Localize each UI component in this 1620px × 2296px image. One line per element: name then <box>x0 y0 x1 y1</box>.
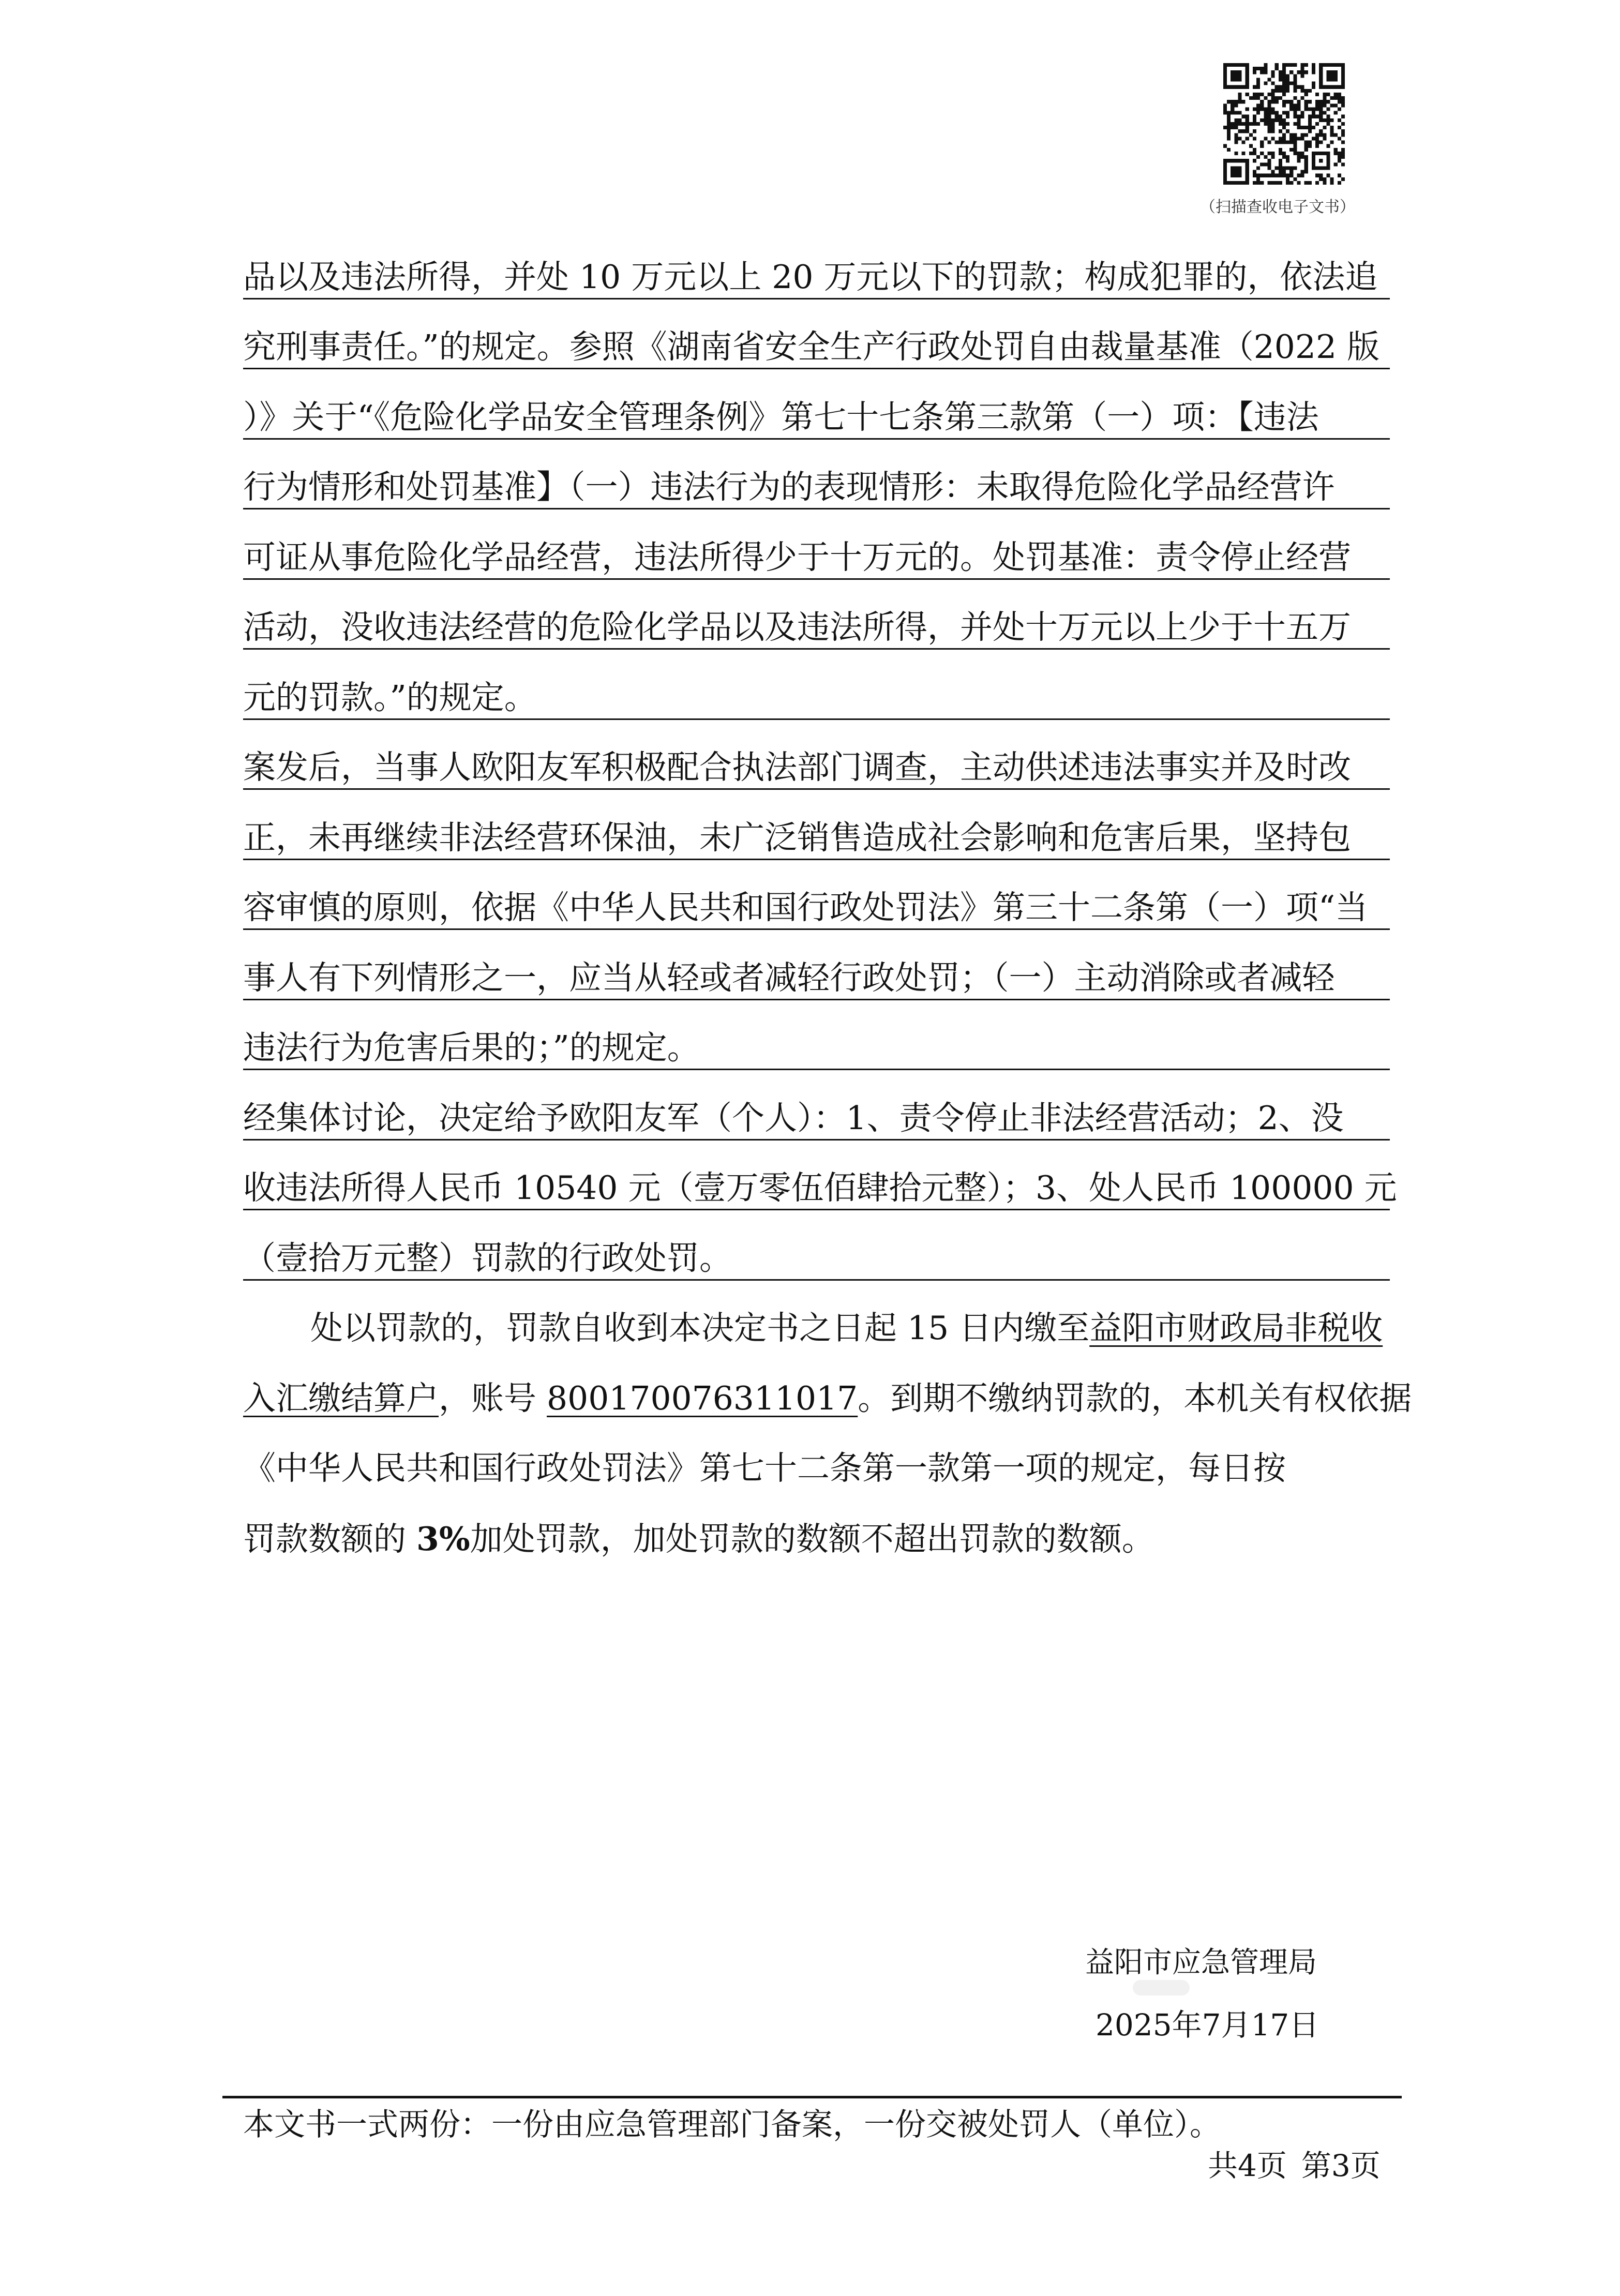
line-rule <box>243 1279 1390 1281</box>
payment-text: 罚款数额的 <box>243 1520 417 1558</box>
account-number: 800170076311017 <box>547 1379 858 1417</box>
body-line: 事人有下列情形之一，应当从轻或者减轻行政处罚；（一）主动消除或者减轻 <box>243 957 1390 1000</box>
qr-code <box>1223 63 1347 185</box>
issue-date: 2025年7月17日 <box>1096 2007 1319 2043</box>
line-rule <box>243 1069 1390 1070</box>
body-line: 收违法所得人民币 10540 元（壹万零伍佰肆拾元整）；3、处人民币 100000 元 <box>243 1167 1390 1210</box>
payment-line <box>243 1378 1412 1419</box>
page-number <box>1208 2141 1381 2185</box>
seal-mark <box>1133 1980 1190 1995</box>
body-line: 活动，没收违法经营的危险化学品以及违法所得，并处十万元以上少于十五万 <box>243 607 1390 650</box>
body-line: 经集体讨论，决定给予欧阳友军（个人）：1、责令停止非法经营活动；2、没 <box>243 1098 1390 1141</box>
payment-text: ，账号 <box>439 1379 547 1417</box>
footer-rule <box>222 2096 1402 2098</box>
body-line: 案发后，当事人欧阳友军积极配合执法部门调查，主动供述违法事实并及时改 <box>243 747 1390 790</box>
qr-caption: （扫描查收电子文书） <box>1200 198 1355 216</box>
payment-line: 《中华人民共和国行政处罚法》第七十二条第一款第一项的规定，每日按 <box>243 1449 1286 1487</box>
qr-code-icon <box>1223 63 1345 185</box>
body-line: 品以及违法所得，并处 10 万元以上 20 万元以下的罚款；构成犯罪的，依法追 <box>243 257 1390 299</box>
body-line: 违法行为危害后果的；”的规定。 <box>243 1029 700 1067</box>
body-line: 正，未再继续非法经营环保油，未广泛销售造成社会影响和危害后果，坚持包 <box>243 817 1390 860</box>
body-line: 可证从事危险化学品经营，违法所得少于十万元的。处罚基准：责令停止经营 <box>243 537 1390 580</box>
page-total: 共4页 <box>1208 2148 1287 2183</box>
payment-text: 。到期不缴纳罚款的，本机关有权依据 <box>858 1379 1412 1417</box>
late-fee-rate: 3% <box>416 1520 470 1558</box>
issuing-authority: 益阳市应急管理局 <box>1085 1946 1317 1979</box>
line-rule <box>243 718 1390 720</box>
payment-line <box>243 1518 1154 1559</box>
payee-account-name: 入汇缴结算户 <box>243 1379 439 1417</box>
body-line: 容审慎的原则，依据《中华人民共和国行政处罚法》第三十二条第（一）项“当 <box>243 887 1390 930</box>
body-line: 行为情形和处罚基准】（一）违法行为的表现情形：未取得危险化学品经营许 <box>243 467 1390 509</box>
footer-note: 本文书一式两份：一份由应急管理部门备案，一份交被处罚人（单位）。 <box>243 2107 1221 2143</box>
body-line: 究刑事责任。”的规定。参照《湖南省安全生产行政处罚自由裁量基准（2022 版 <box>243 326 1390 369</box>
body-line: ）》关于“《危险化学品安全管理条例》第七十七条第三款第（一）项：【违法 <box>243 397 1390 440</box>
payment-text: 处以罚款的，罚款自收到本决定书之日起 15 日内缴至 <box>310 1309 1090 1347</box>
payment-line <box>310 1308 1383 1349</box>
payee-account-name: 益阳市财政局非税收 <box>1089 1309 1383 1347</box>
body-line: 元的罚款。”的规定。 <box>243 679 537 716</box>
page-current: 第3页 <box>1301 2148 1381 2183</box>
body-line: （壹拾万元整）罚款的行政处罚。 <box>243 1239 732 1277</box>
payment-text: 加处罚款，加处罚款的数额不超出罚款的数额。 <box>470 1520 1154 1558</box>
